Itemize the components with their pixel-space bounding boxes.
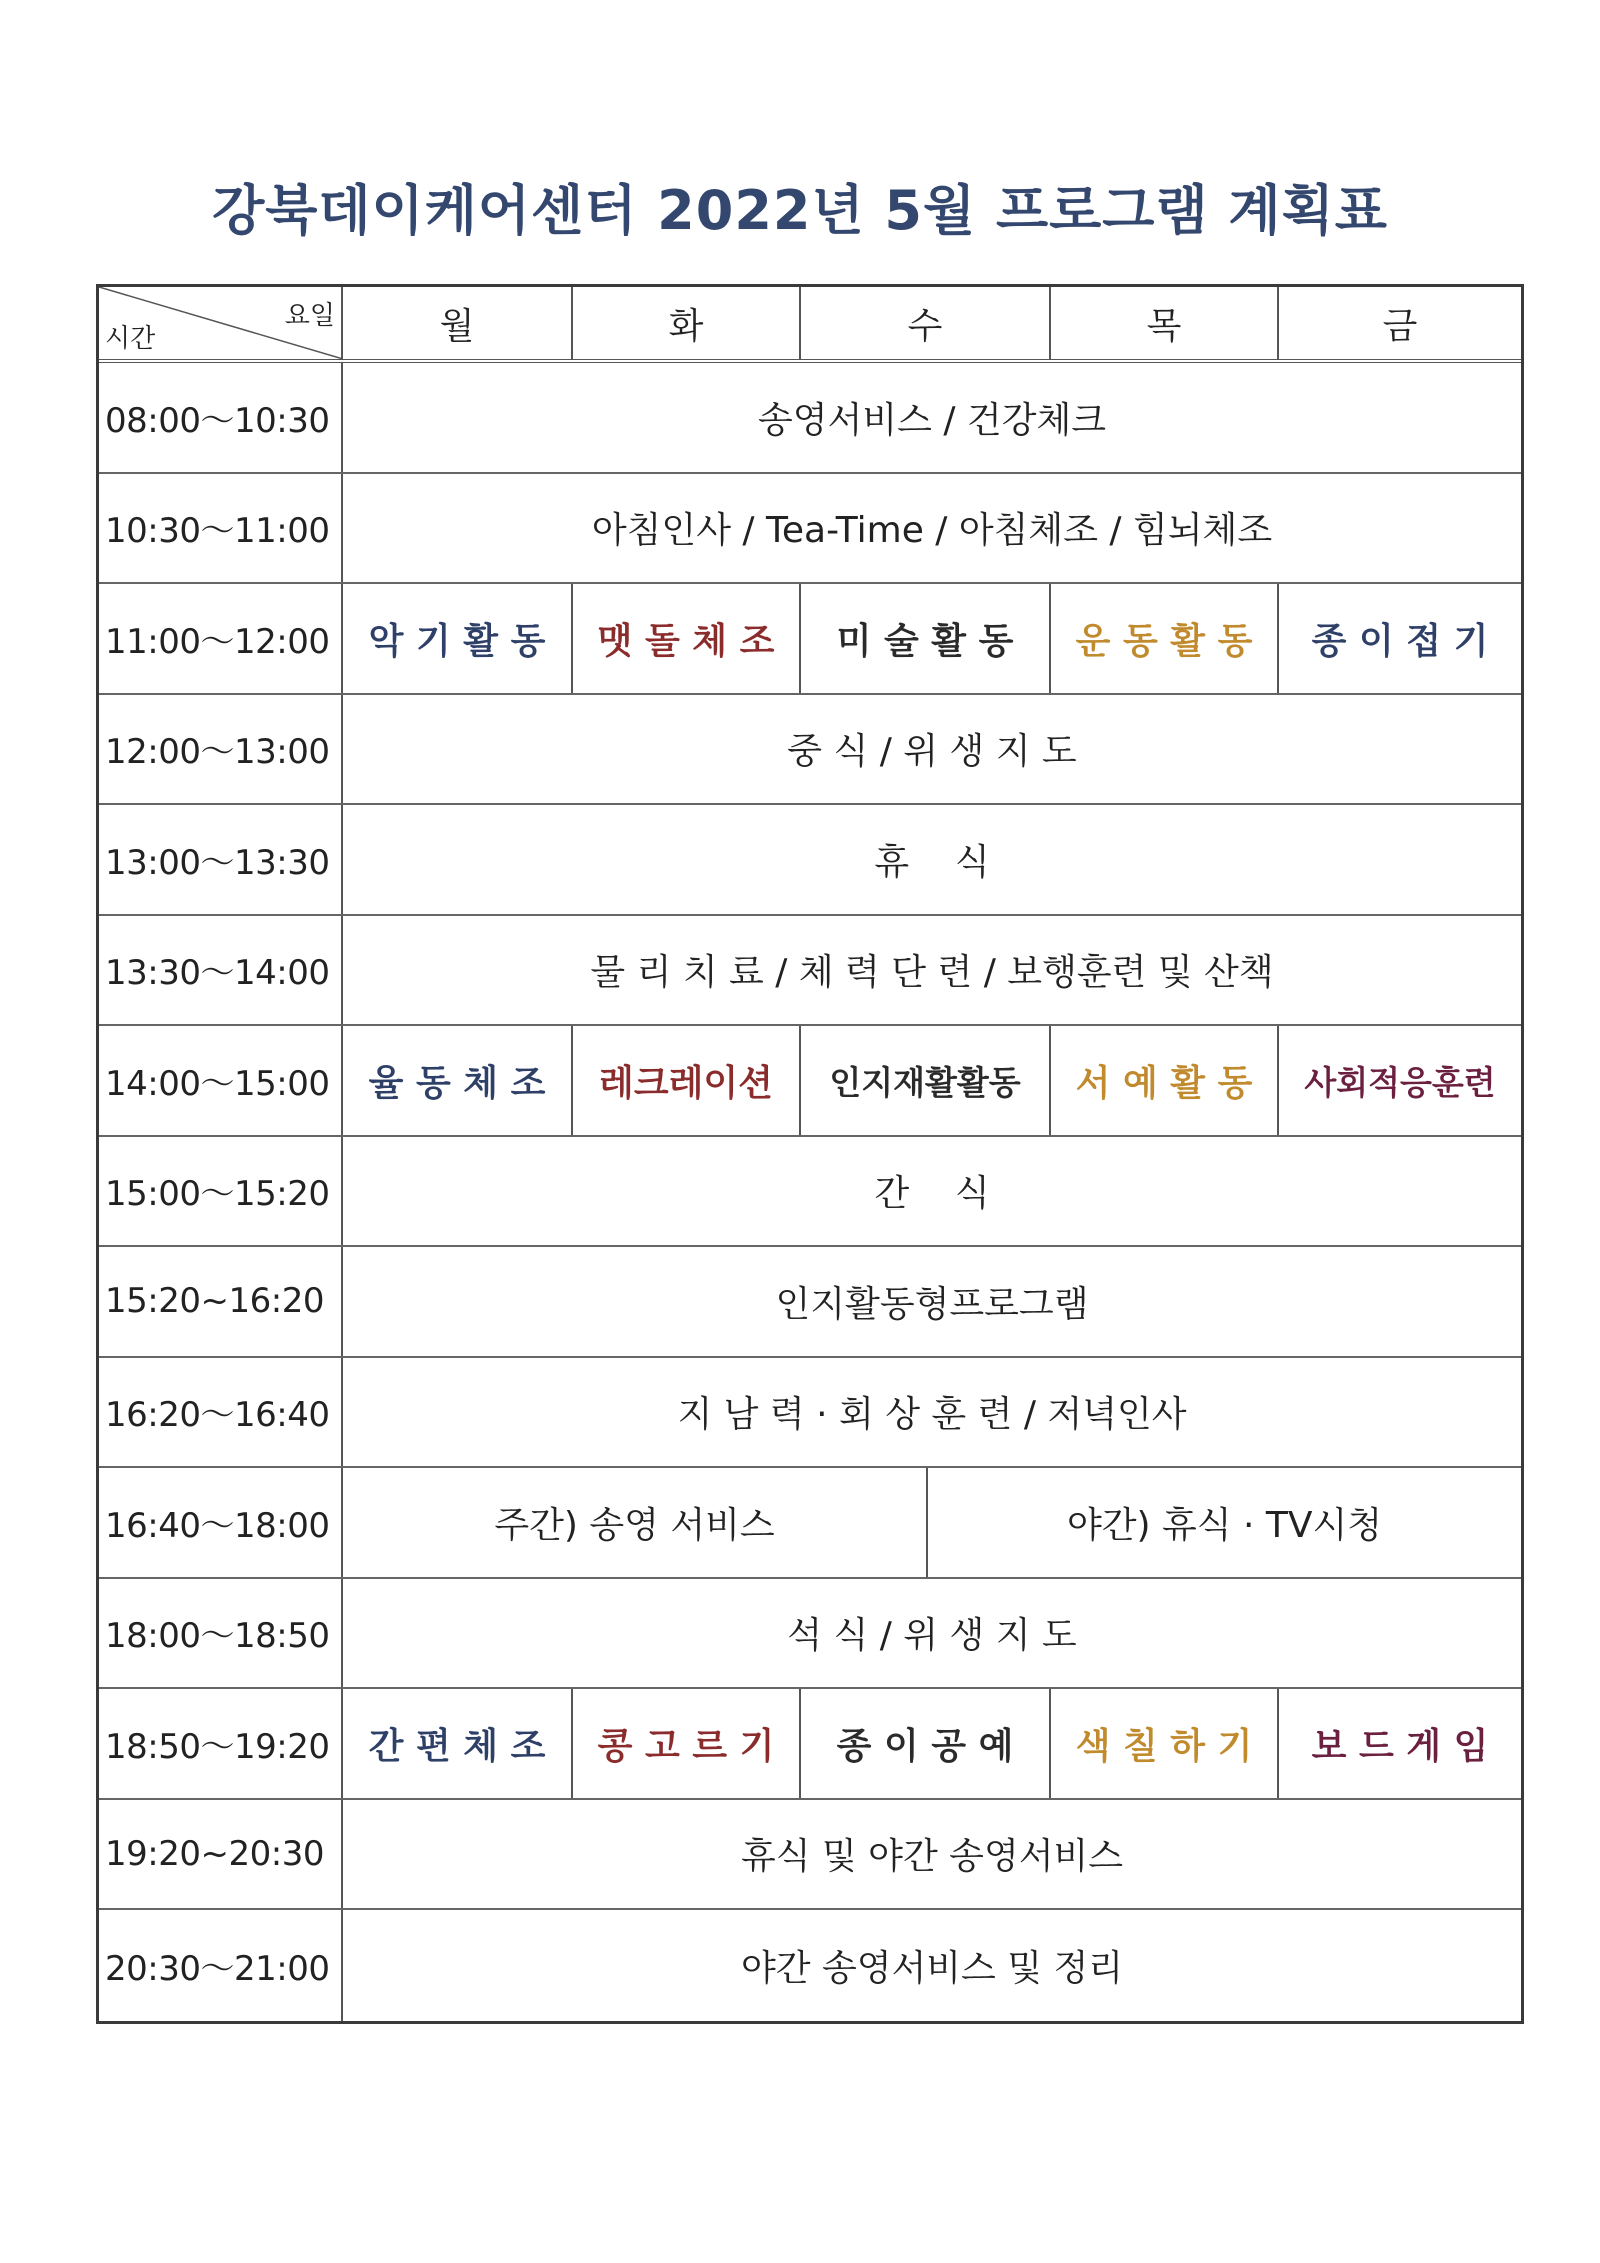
schedule-rows	[99, 363, 1521, 2021]
time-slot: 08:00～10:30	[99, 363, 343, 472]
table-row	[99, 1910, 1521, 2021]
activity-mon: 악 기 활 동	[343, 584, 573, 693]
corner-day-label: 요일	[284, 301, 335, 331]
table-row	[99, 474, 1521, 585]
time-slot: 10:30～11:00	[99, 474, 343, 583]
table-row	[99, 1800, 1521, 1911]
activity-fri: 보 드 게 임	[1311, 1725, 1489, 1767]
schedule-table	[96, 284, 1524, 2024]
table-row	[99, 1468, 1521, 1579]
day-header-mon: 월	[343, 287, 573, 359]
activity: 휴 식	[874, 841, 990, 883]
activity-thu: 서 예 활 동	[1051, 1026, 1279, 1135]
time-slot: 18:00～18:50	[99, 1579, 343, 1688]
time-slot: 16:20～16:40	[99, 1358, 343, 1467]
activity: 중 식 / 위 생 지 도	[787, 731, 1077, 773]
table-row	[99, 1137, 1521, 1248]
table-header	[99, 287, 1521, 363]
time-slot: 14:00～15:00	[99, 1026, 343, 1135]
table-row	[99, 584, 1521, 695]
time-slot: 15:00～15:20	[99, 1137, 343, 1246]
activity: 물 리 치 료 / 체 력 단 련 / 보행훈련 및 산책	[590, 952, 1274, 994]
activity: 아침인사 / Tea-Time / 아침체조 / 힘뇌체조	[591, 510, 1273, 552]
time-slot: 13:00～13:30	[99, 805, 343, 914]
activity: 인지활동형프로그램	[775, 1283, 1089, 1325]
table-row	[99, 1579, 1521, 1690]
activity: 석 식 / 위 생 지 도	[787, 1615, 1077, 1657]
time-slot: 16:40～18:00	[99, 1468, 343, 1577]
day-header-fri: 금	[1382, 305, 1418, 347]
time-slot: 12:00～13:00	[99, 695, 343, 804]
table-row	[99, 1358, 1521, 1469]
time-slot: 19:20~20:30	[99, 1800, 343, 1909]
day-header-tue: 화	[573, 287, 801, 359]
day-header-wed: 수	[801, 287, 1051, 359]
time-slot: 18:50～19:20	[99, 1689, 343, 1798]
activity-tue: 맷 돌 체 조	[573, 584, 801, 693]
time-slot: 11:00～12:00	[99, 584, 343, 693]
activity: 야간 송영서비스 및 정리	[740, 1947, 1124, 1989]
header-corner	[99, 287, 343, 359]
activity-wed: 인지재활활동	[801, 1026, 1051, 1135]
activity: 송영서비스 / 건강체크	[758, 399, 1106, 441]
corner-time-label: 시간	[105, 324, 156, 354]
time-slot: 15:20~16:20	[99, 1247, 343, 1356]
activity-tue: 레크레이션	[573, 1026, 801, 1135]
table-row	[99, 695, 1521, 806]
time-slot: 13:30～14:00	[99, 916, 343, 1025]
activity-thu: 색 칠 하 기	[1051, 1689, 1279, 1798]
activity-mon: 율 동 체 조	[343, 1026, 573, 1135]
activity-fri: 종 이 접 기	[1311, 620, 1489, 662]
table-row	[99, 1026, 1521, 1137]
activity: 간 식	[874, 1173, 990, 1215]
table-row	[99, 805, 1521, 916]
day-header-thu: 목	[1051, 287, 1279, 359]
activity: 휴식 및 야간 송영서비스	[740, 1836, 1124, 1878]
time-slot: 20:30～21:00	[99, 1910, 343, 2021]
table-row	[99, 363, 1521, 474]
table-row	[99, 1689, 1521, 1800]
activity-fri: 사회적응훈련	[1304, 1062, 1496, 1102]
activity: 지 남 력 · 회 상 훈 련 / 저녁인사	[677, 1394, 1187, 1436]
activity-tue: 콩 고 르 기	[573, 1689, 801, 1798]
page-title: 강북데이케어센터 2022년 5월 프로그램 계획표	[212, 179, 1388, 242]
activity-wed: 미 술 활 동	[801, 584, 1051, 693]
activity-day-shuttle: 주간) 송영 서비스	[343, 1468, 928, 1577]
activity-thu: 운 동 활 동	[1051, 584, 1279, 693]
table-row	[99, 1247, 1521, 1358]
activity-night-rest: 야간) 휴식 · TV시청	[1066, 1504, 1383, 1546]
activity-mon: 간 편 체 조	[343, 1689, 573, 1798]
activity-wed: 종 이 공 예	[801, 1689, 1051, 1798]
table-row	[99, 916, 1521, 1027]
